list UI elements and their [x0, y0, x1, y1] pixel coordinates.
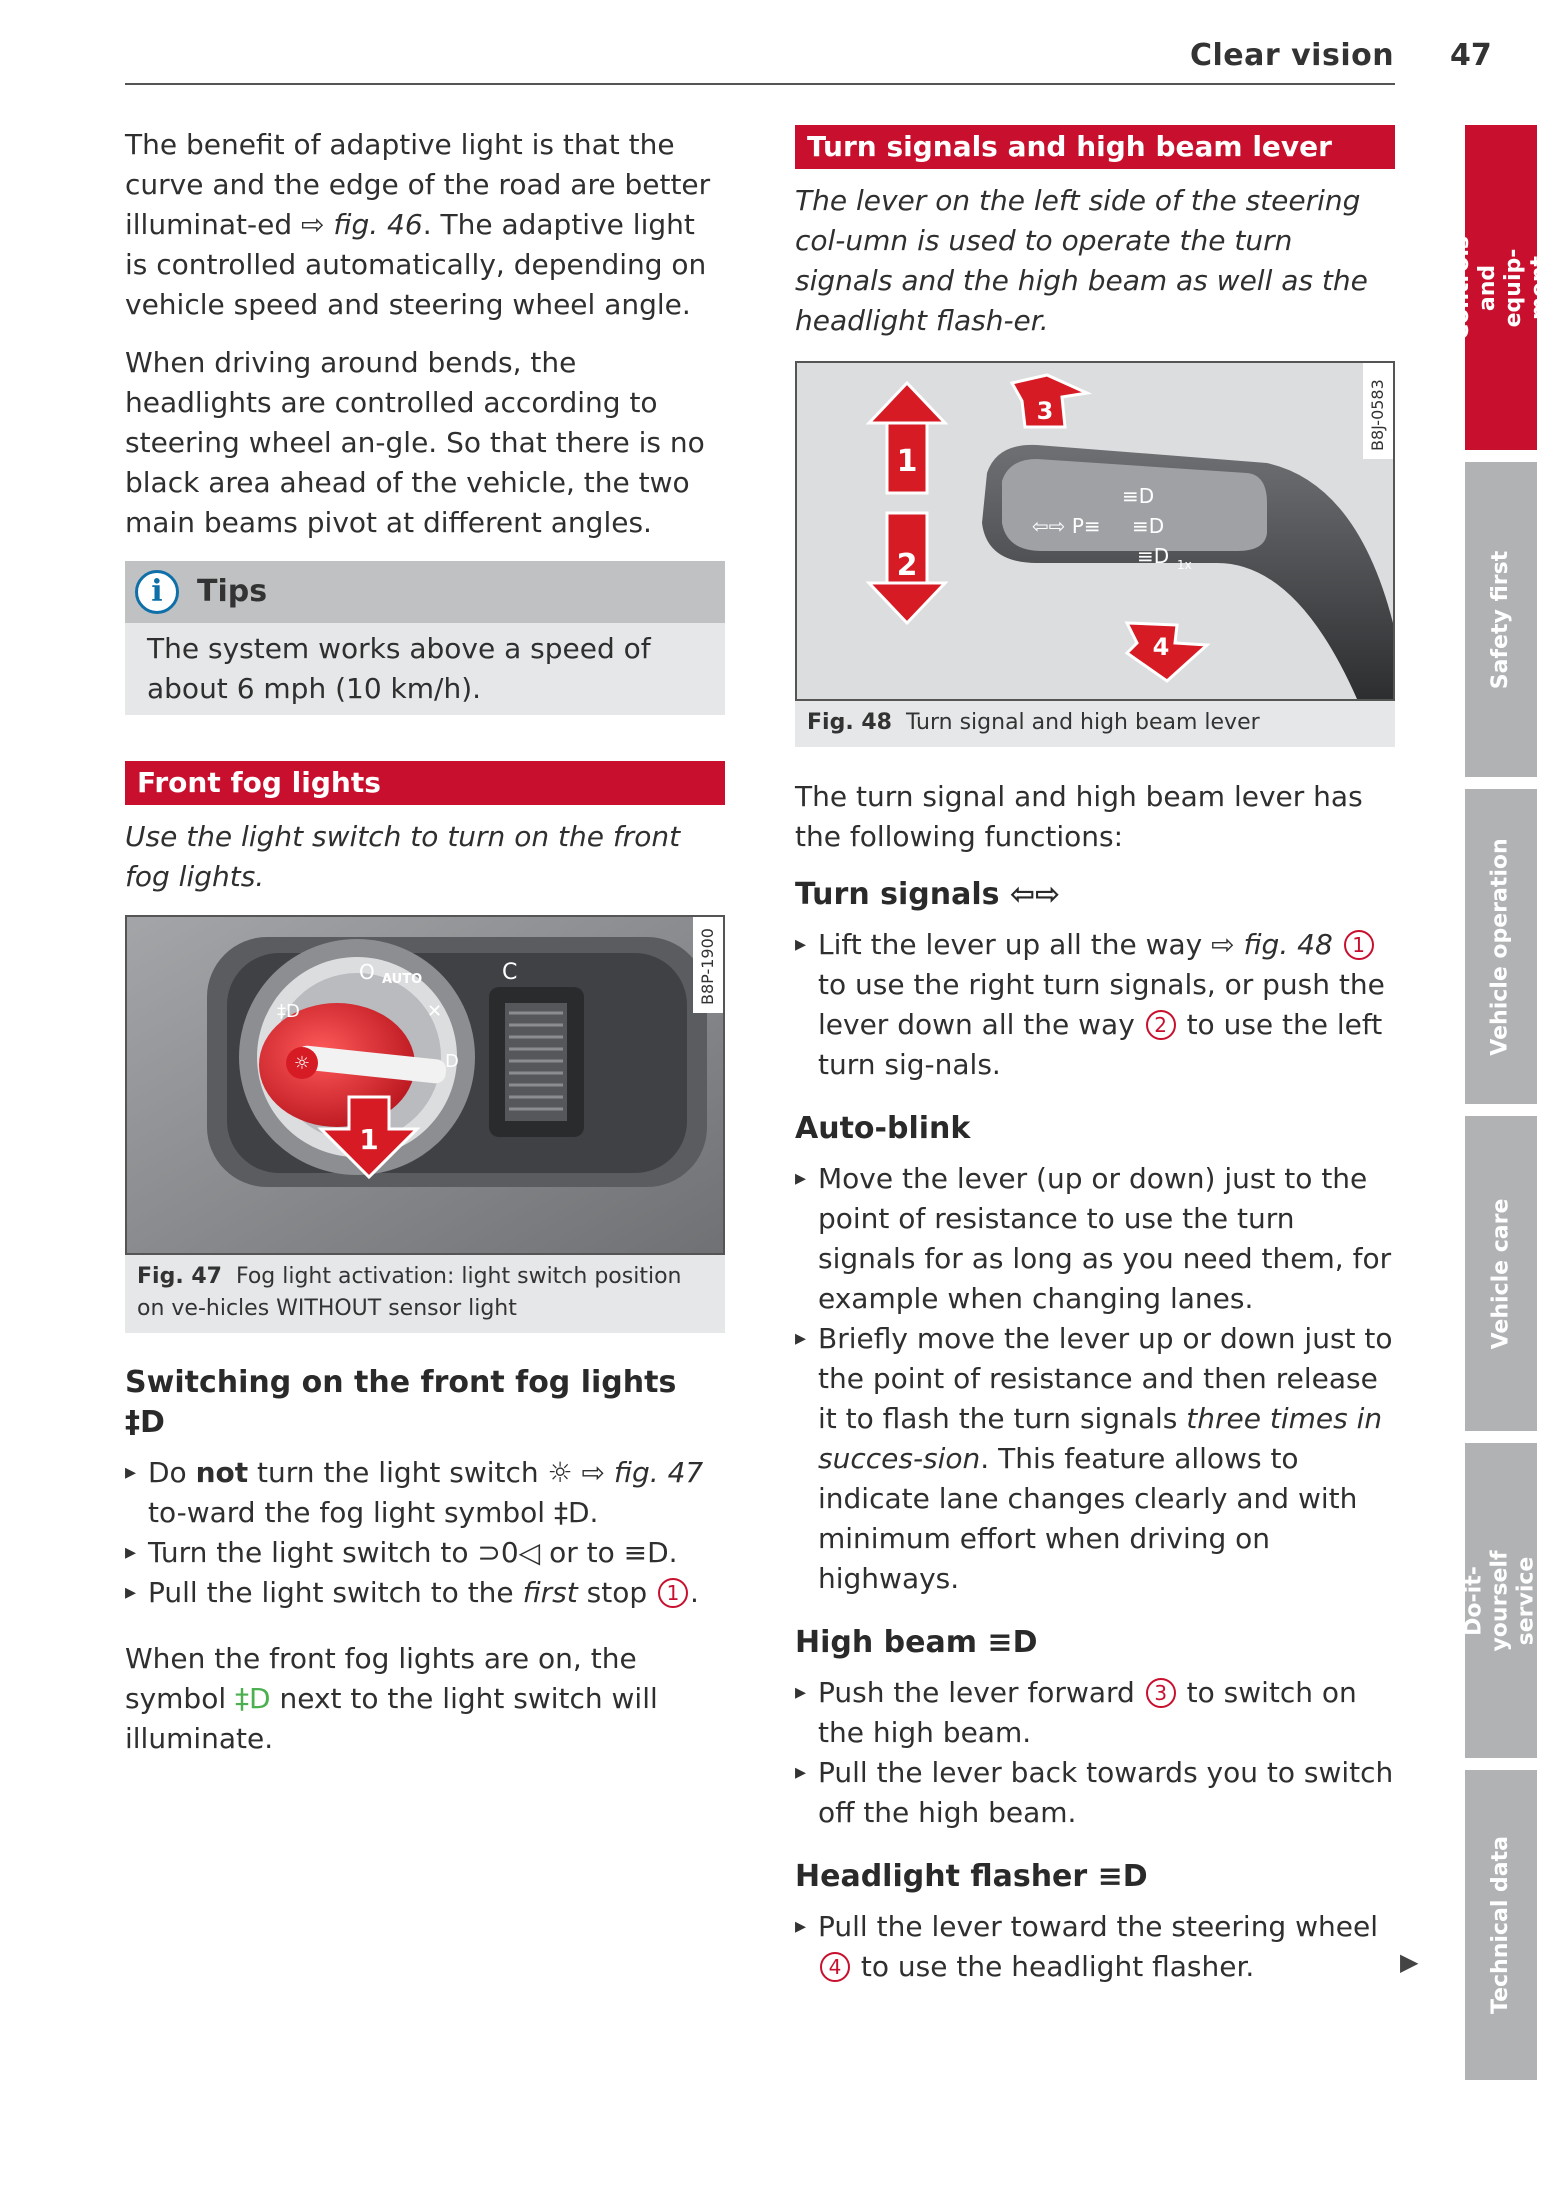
tips-box: [125, 561, 725, 715]
flasher-a: Pull the lever toward the steering wheel: [818, 1910, 1378, 1943]
figure-47: [125, 915, 725, 1333]
right-column: [795, 125, 1395, 2001]
turn-symbols: ⇦⇨ P≡: [1032, 514, 1101, 538]
list-item: ▸ Turn the light switch to ⊃0◁ or to ≡D.: [125, 1533, 725, 1573]
autoblink-a: Briefly move the lever up or down just to the point of resistance and then release it to flash the turn signals: [818, 1322, 1393, 1435]
callout-number: 2: [1146, 1010, 1176, 1040]
fig47-label: Fig. 47: [137, 1264, 222, 1289]
fig47-image: [125, 915, 725, 1255]
beam-symbol-1: ≡D: [1122, 484, 1155, 508]
high-beam-steps: [795, 1673, 1395, 1833]
autoblink-ital: three times in succes-sion: [818, 1402, 1383, 1475]
list-item: [795, 1319, 1395, 1599]
list-item: [795, 925, 1395, 1085]
fig47-code: B8P-1900: [698, 928, 717, 1005]
tab-controls-and-equipment[interactable]: [1449, 125, 1553, 450]
lever-illustration: [797, 363, 1393, 699]
fig48-code: B8J-0583: [1368, 379, 1387, 451]
closing-paragraph: [125, 1639, 725, 1759]
list-item: [795, 1907, 1395, 1987]
auto-blink-steps: [795, 1159, 1395, 1599]
headlight-flasher-steps: [795, 1907, 1395, 1987]
lever-intro: The lever on the left side of the steering col-umn is used to operate the turn signals and the high beam as well as the headlight flash-er.: [795, 184, 1368, 337]
callout-number: 1: [1344, 930, 1374, 960]
highbeam-a: Push the lever forward: [818, 1676, 1144, 1709]
high-beam-heading: High beam ≡D: [795, 1625, 1038, 1660]
svg-text:‡D: ‡D: [277, 1001, 300, 1022]
fig48-reference[interactable]: ⇨ fig. 48: [1211, 928, 1333, 961]
continue-arrow-icon: ▶: [1400, 1948, 1419, 1976]
turn-signals-heading: Turn signals and high beam lever: [795, 125, 1395, 169]
flash-1x-label: 1x: [1177, 558, 1192, 572]
switching-steps: [125, 1453, 725, 1613]
closing-pre: When the front fog lights are on, the symbol: [125, 1642, 637, 1715]
adaptive-light-paragraph: [125, 125, 725, 325]
tab-label: Vehicle care: [1488, 1198, 1513, 1349]
beam-symbol-2: ≡D: [1132, 514, 1165, 538]
off-label: O: [359, 960, 375, 984]
tab-technical-data[interactable]: [1465, 1770, 1537, 2080]
tips-header: [125, 561, 725, 623]
callout-2-label: 2: [896, 548, 918, 583]
tips-title: Tips: [197, 574, 268, 609]
fog-intro: Use the light switch to turn on the front fog lights.: [125, 820, 681, 893]
info-icon: i: [135, 570, 179, 614]
callout-number: 3: [1146, 1678, 1176, 1708]
auto-blink-heading: Auto-blink: [795, 1111, 971, 1146]
callout-1-label: 1: [896, 444, 918, 479]
tab-label: Do-it-yourself service: [1462, 1549, 1539, 1652]
functions-intro: The turn signal and high beam lever has the following functions:: [795, 780, 1363, 853]
svg-text:☼: ☼: [293, 1053, 311, 1074]
fig47-caption-text: Fog light activation: light switch position on ve-hicles WITHOUT sensor light: [137, 1264, 682, 1321]
closing-post: next to the light switch will illuminate.: [125, 1682, 658, 1755]
turn-b: to use the right turn signals, or push the lever down all the way: [818, 968, 1385, 1041]
switching-heading: Switching on the front fog lights ‡D: [125, 1365, 677, 1440]
tab-label: Technical data: [1488, 1836, 1513, 2014]
list-item: ▸ Pull the lever back towards you to switch off the high beam.: [795, 1753, 1395, 1833]
fig48-image: [795, 361, 1395, 701]
section-title: Clear vision: [1190, 38, 1395, 73]
fig48-caption-text: Turn signal and high beam lever: [905, 710, 1260, 735]
step3-post: .: [690, 1576, 699, 1609]
tab-do-it-yourself-service[interactable]: [1462, 1443, 1539, 1758]
list-item: ▸ Move the lever (up or down) just to the point of resistance to use the turn signals for as long as you need them, for example when changing lanes.: [795, 1159, 1395, 1319]
figure-48: [795, 361, 1395, 747]
turn-c: to use the left turn sig-nals.: [818, 1008, 1383, 1081]
tab-vehicle-operation[interactable]: [1465, 789, 1537, 1104]
svg-text:D: D: [445, 1051, 459, 1072]
beam-symbol-3: ≡D: [1137, 544, 1170, 568]
list-item: [795, 1673, 1395, 1753]
fig48-label: Fig. 48: [807, 710, 892, 735]
tab-label: Vehicle operation: [1488, 837, 1514, 1056]
callout-number: 1: [658, 1578, 688, 1608]
fog-lights-heading: Front fog lights: [125, 761, 725, 805]
callout-number: 4: [820, 1952, 850, 1982]
step1-mid: turn the light switch ☼: [248, 1456, 582, 1489]
header-divider: [125, 83, 1395, 85]
highbeam-b: to switch on the high beam.: [818, 1676, 1357, 1749]
turn-signals-subheading: Turn signals ⇦⇨: [795, 877, 1061, 912]
autoblink-b: . This feature allows to indicate lane changes clearly and with minimum effort when driving on highways.: [818, 1442, 1358, 1595]
fig47-reference[interactable]: ⇨ fig. 47: [581, 1456, 704, 1489]
auto-label: AUTO: [382, 972, 423, 987]
step3-mid: stop: [577, 1576, 657, 1609]
tab-vehicle-care[interactable]: [1465, 1116, 1537, 1431]
step3-pre: Pull the light switch to the: [148, 1576, 523, 1609]
callout-1-label: 1: [359, 1123, 379, 1156]
list-item: [125, 1453, 725, 1533]
svg-text:C: C: [502, 960, 518, 985]
p1-text-a: The benefit of adaptive light is that the curve and the edge of the road are better illuminat-ed: [125, 128, 711, 241]
tab-label: Safety first: [1488, 550, 1513, 689]
svg-text:✕: ✕: [427, 1001, 443, 1022]
turn-a: Lift the lever up all the way: [818, 928, 1212, 961]
fig47-caption: [125, 1255, 725, 1333]
callout-3-label: 3: [1036, 397, 1054, 425]
page-number: 47: [1450, 38, 1492, 73]
callout-4-label: 4: [1152, 633, 1170, 661]
list-item: [125, 1573, 725, 1613]
headlight-flasher-heading: Headlight flasher ≡D: [795, 1859, 1148, 1894]
step1-post: to-ward the fog light symbol ‡D.: [148, 1496, 599, 1529]
tab-safety-first[interactable]: [1465, 462, 1537, 777]
step1-bold: not: [195, 1456, 249, 1489]
fig46-reference[interactable]: ⇨ fig. 46: [301, 208, 423, 241]
fig48-caption: [795, 701, 1395, 747]
bends-paragraph: When driving around bends, the headlights are controlled according to steering wheel an-gle. So that there is no black area ahead of the vehicle, the two main beams pivot at different angles.: [125, 346, 705, 539]
fog-light-indicator-icon: ‡D: [235, 1682, 271, 1715]
p1-text-b: . The adaptive light is controlled automatically, depending on vehicle speed and steering wheel angle.: [125, 208, 707, 321]
flasher-b: to use the headlight flasher.: [852, 1950, 1255, 1983]
tab-label: Controls and equip-ment: [1449, 235, 1553, 340]
step1-pre: Do: [148, 1456, 196, 1489]
tips-body: The system works above a speed of about 6 mph (10 km/h).: [147, 632, 651, 705]
step3-ital: first: [522, 1576, 578, 1609]
turn-signals-steps: [795, 925, 1395, 1085]
left-column: [125, 125, 725, 1777]
light-switch-illustration: [127, 917, 723, 1253]
